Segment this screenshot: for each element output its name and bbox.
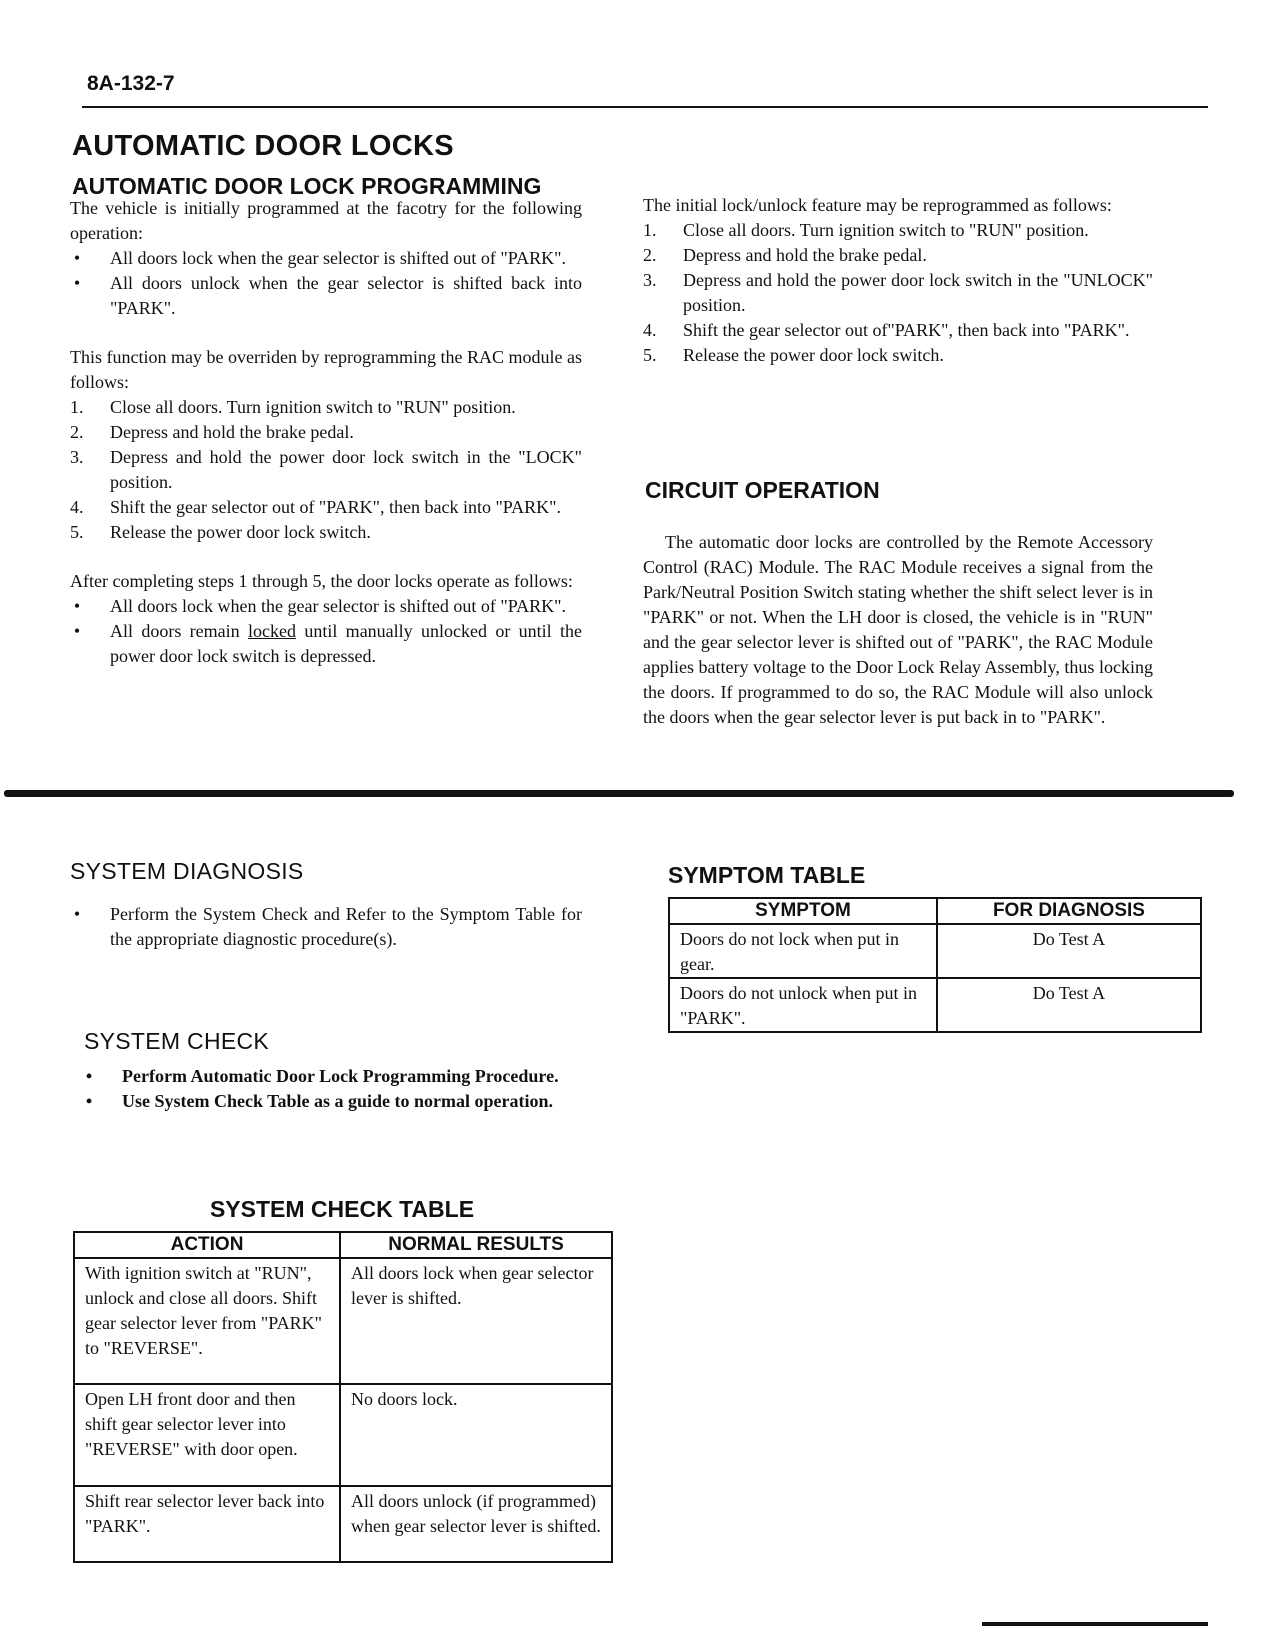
after-intro: After completing steps 1 through 5, the door locks operate as follows:	[70, 571, 573, 591]
system-check-heading: SYSTEM CHECK	[84, 1028, 270, 1054]
table-row	[669, 924, 1201, 978]
column-header: ACTION	[74, 1232, 340, 1258]
symptom-table	[668, 897, 1202, 1033]
list-item: 3. Depress and hold the power door lock switch in the "LOCK" position.	[70, 447, 582, 492]
reprogram-steps	[643, 218, 1153, 368]
underlined-word: locked	[248, 621, 296, 641]
diagnosis-list	[70, 902, 582, 952]
table-cell: Shift rear selector lever back into "PARK".	[74, 1486, 340, 1562]
diagnosis-list-container	[70, 902, 582, 952]
programming-left-column	[70, 196, 582, 669]
bullet-icon: •	[73, 904, 81, 924]
table-cell: No doors lock.	[340, 1384, 612, 1486]
table-header-row	[669, 898, 1201, 924]
bullet-icon: •	[73, 621, 81, 641]
table-cell: All doors lock when gear selector lever is shifted.	[340, 1258, 612, 1384]
list-item: 4. Shift the gear selector out of "PARK", then back into "PARK".	[70, 497, 562, 517]
column-header: FOR DIAGNOSIS	[937, 898, 1201, 924]
list-item: 3. Depress and hold the power door lock switch in the "UNLOCK" position.	[643, 270, 1153, 315]
diagnosis-heading: SYSTEM DIAGNOSIS	[70, 858, 304, 884]
bullet-icon: •	[73, 596, 81, 616]
system-check-table	[73, 1231, 613, 1563]
list-item: • Perform the System Check and Refer to the Symptom Table for the appropriate diagnostic procedure(s).	[70, 902, 582, 952]
override-intro: This function may be overriden by reprogramming the RAC module as follows:	[70, 347, 582, 392]
table-header-row	[74, 1232, 612, 1258]
table-row	[74, 1258, 612, 1384]
list-item: • All doors lock when the gear selector is shifted out of "PARK".	[70, 594, 582, 619]
list-item: • All doors lock when the gear selector is shifted out of "PARK".	[70, 246, 582, 271]
bullet-icon: •	[73, 273, 81, 293]
page-title: AUTOMATIC DOOR LOCKS	[72, 130, 454, 162]
list-item: • Perform Automatic Door Lock Programming Procedure.	[82, 1064, 594, 1089]
table-cell: All doors unlock (if programmed) when gear selector lever is shifted.	[340, 1486, 612, 1562]
list-item: 1. Close all doors. Turn ignition switch to "RUN" position.	[70, 397, 516, 417]
list-item: 2. Depress and hold the brake pedal.	[70, 422, 354, 442]
page-number: 8A-132-7	[87, 72, 175, 95]
symptom-table-title: SYMPTOM TABLE	[668, 862, 866, 888]
list-item: • Use System Check Table as a guide to normal operation.	[82, 1089, 594, 1114]
after-operation-list	[70, 594, 582, 669]
list-item: 5. Release the power door lock switch.	[643, 345, 944, 365]
table-row	[74, 1384, 612, 1486]
system-check-table-title: SYSTEM CHECK TABLE	[209, 1196, 475, 1222]
table-row	[669, 978, 1201, 1032]
table-cell: Do Test A	[937, 924, 1201, 978]
footer-rule	[982, 1622, 1208, 1626]
list-item: 1. Close all doors. Turn ignition switch to "RUN" position.	[643, 220, 1089, 240]
list-item: 4. Shift the gear selector out of"PARK", then back into "PARK".	[643, 320, 1130, 340]
header-rule	[82, 106, 1208, 108]
column-header: NORMAL RESULTS	[340, 1232, 612, 1258]
circuit-body: The automatic door locks are controlled by the Remote Accessory Control (RAC) Module. The RAC Module receives a signal from the Park/Neutral Position Switch stating whether the shift select lever is in "PARK" or not. When the LH door is closed, the vehicle is in "RUN" and the gear selector lever is shifted out of "PARK", the RAC Module applies battery voltage to the Door Lock Relay Assembly, thus locking the doors. If programmed to do so, the RAC Module will also unlock the doors when the gear selector lever is put back in to "PARK".	[643, 532, 1153, 727]
table-cell: Doors do not unlock when put in "PARK".	[669, 978, 937, 1032]
initial-operation-list	[70, 246, 582, 321]
table-cell: Do Test A	[937, 978, 1201, 1032]
table-cell: Doors do not lock when put in gear.	[669, 924, 937, 978]
bullet-icon: •	[73, 248, 81, 268]
override-steps	[70, 395, 582, 545]
column-header: SYMPTOM	[669, 898, 937, 924]
list-item: 5. Release the power door lock switch.	[70, 522, 371, 542]
bullet-icon: •	[85, 1091, 93, 1111]
table-row	[74, 1486, 612, 1562]
bullet-icon: •	[85, 1066, 93, 1086]
list-item: • All doors remain locked until manually unlocked or until the power door lock switch is depressed.	[70, 619, 582, 669]
circuit-heading: CIRCUIT OPERATION	[645, 477, 880, 503]
programming-right-column	[643, 193, 1153, 368]
programming-heading: AUTOMATIC DOOR LOCK PROGRAMMING	[72, 173, 542, 199]
programming-intro: The vehicle is initially programmed at the facotry for the following operation:	[70, 198, 582, 243]
list-item: • All doors unlock when the gear selector is shifted back into "PARK".	[70, 271, 582, 321]
section-divider	[4, 790, 1234, 797]
system-check-list-container	[82, 1064, 594, 1114]
table-cell: With ignition switch at "RUN", unlock and close all doors. Shift gear selector lever from "PARK" to "REVERSE".	[74, 1258, 340, 1384]
system-check-list	[82, 1064, 594, 1114]
list-item: 2. Depress and hold the brake pedal.	[643, 245, 927, 265]
reprogram-intro: The initial lock/unlock feature may be reprogrammed as follows:	[643, 195, 1112, 215]
table-cell: Open LH front door and then shift gear selector lever into "REVERSE" with door open.	[74, 1384, 340, 1486]
